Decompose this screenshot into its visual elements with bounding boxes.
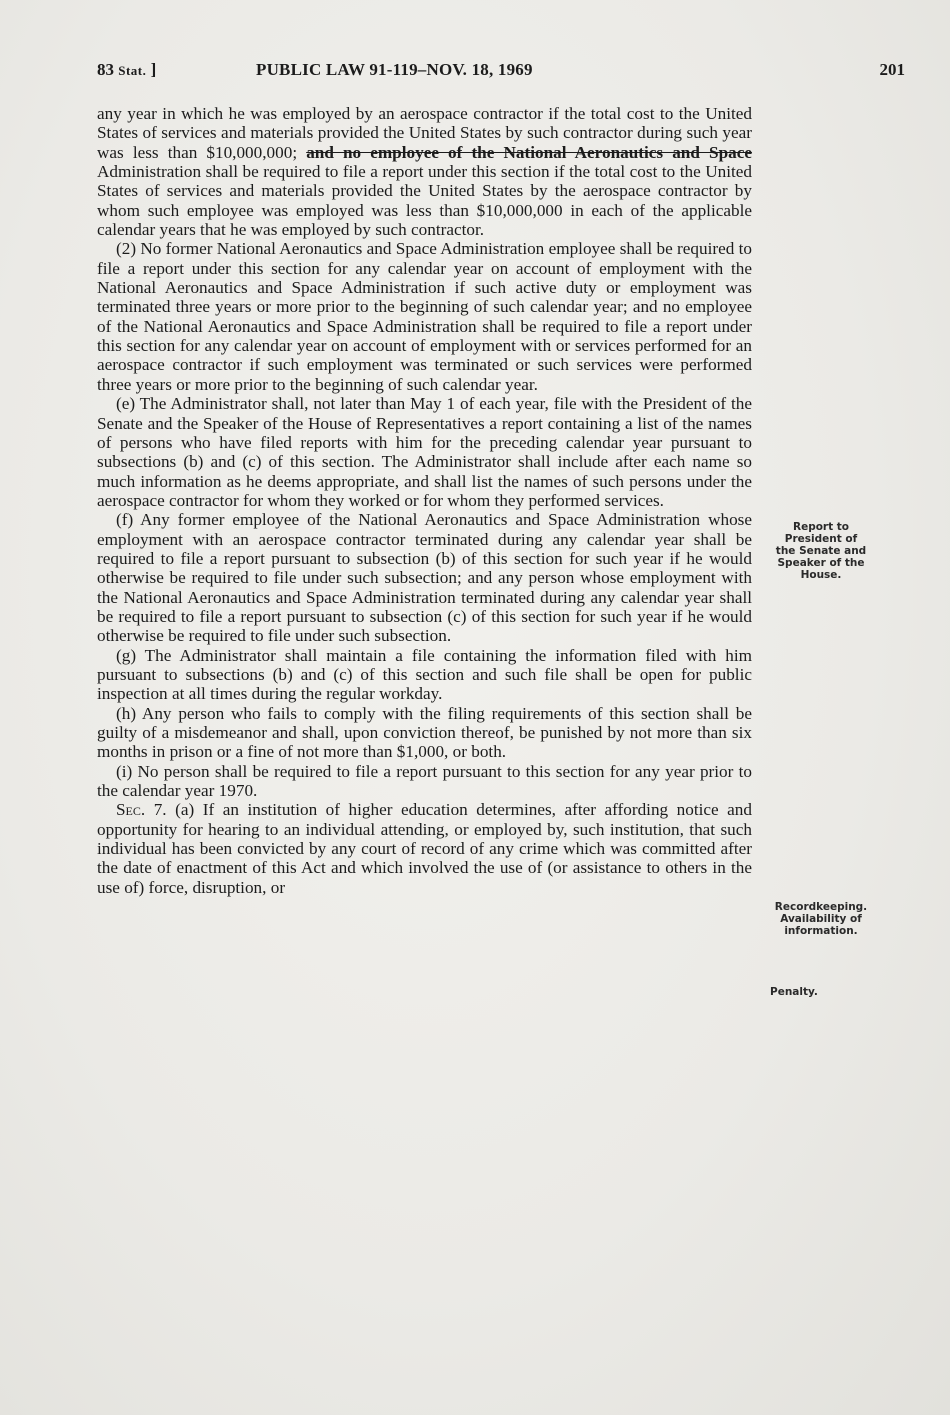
paragraph-d2: (2) No former National Aeronautics and Space Administration employee shall be required to file a report under this section for any calendar year on account of employment with the National Aeronautics and Space Administration if such active duty or employment was terminated three years or more prior to the beginning of such calendar year; and no employee of the National Aeronautics and Space Administration shall be required to file a report under this section for any calendar year on account of employment with or services performed for an aerospace contractor if such employment was terminated or such services were performed three years or more prior to the beginning of such calendar year. bbox=[97, 239, 752, 394]
paragraph-f: (f) Any former employee of the National Aeronautics and Space Administration whose employment with an aerospace contractor terminated during any calendar year shall be required to file a report pursuant to subsection (b) of this section for such year if he would otherwise be required to file under such subsection; and any person whose employment with the National Aeronautics and Space Administration terminated during any calendar year shall be required to file a report pursuant to subsection (c) of this section for such year if he would otherwise be required to file under such subsection. bbox=[97, 510, 752, 646]
page-header bbox=[97, 60, 905, 84]
margin-note-penalty: Penalty. bbox=[770, 986, 818, 998]
paragraph-h: (h) Any person who fails to comply with the filing requirements of this section shall be guilty of a misdemeanor and shall, upon conviction thereof, be punished by not more than six months in prison or a fine of not more than $1,000, or both. bbox=[97, 703, 752, 762]
page-title: PUBLIC LAW 91-119–NOV. 18, 1969 bbox=[256, 60, 533, 79]
margin-note-recordkeeping: Recordkeeping. Availability of information. bbox=[774, 901, 868, 937]
paragraph-g: (g) The Administrator shall maintain a file containing the information filed with him pursuant to subsections (b) and (c) of this section and such file shall be open for public inspection at all times during the regular workday. bbox=[97, 645, 752, 704]
paragraph-e: (e) The Administrator shall, not later than May 1 of each year, file with the President of the Senate and the Speaker of the House of Representatives a report containing a list of the names of persons who have filed reports with him for the preceding calendar year pursuant to subsections (b) and (c) of this section. The Administrator shall include after each name so much information as he deems appropriate, and shall list the names of such persons under the aerospace contractor for whom they worked or for whom they performed services. bbox=[97, 394, 752, 510]
statute-citation: 83 Stat. ] bbox=[97, 60, 157, 79]
page-number: 201 bbox=[879, 60, 905, 79]
margin-note-report: Report to President of the Senate and Speaker of the House. bbox=[775, 521, 867, 581]
paragraph-continuation: any year in which he was employed by an aerospace contractor if the total cost to the United States of services and materials provided the United States by such contractor during such year was less than $10,000,000; and no employee of the National Aeronautics and Space Administration shall be required to file a report under this section if the total cost to the United States of services and materials provided the United States by the aerospace contractor by whom such employee was employed was less than $10,000,000 in each of the applicable calendar years that he was employed by such contractor. bbox=[97, 104, 752, 240]
section-7: Sec. 7. (a) If an institution of higher education determines, after affording notice and opportunity for hearing to an individual attending, or employed by, such institution, that such individual has been convicted by any court of record of any crime which was committed after the date of enactment of this Act and which involved the use of (or assistance to others in the use of) force, disruption, or bbox=[97, 800, 752, 897]
paragraph-i: (i) No person shall be required to file a report pursuant to this section for any year prior to the calendar year 1970. bbox=[97, 761, 752, 801]
struck-text: and no employee of the National Aeronautics and Space bbox=[306, 142, 752, 162]
body-text bbox=[97, 104, 752, 897]
section-label: Sec. 7. bbox=[116, 800, 167, 820]
